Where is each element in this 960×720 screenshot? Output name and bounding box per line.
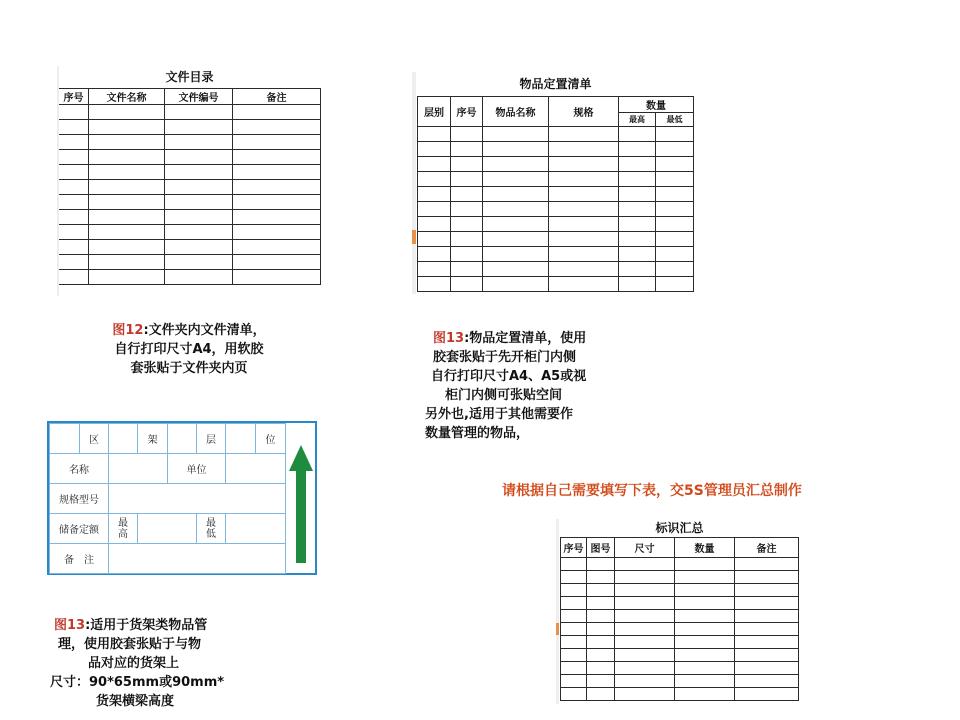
table-cell — [89, 224, 165, 239]
table-cell — [675, 583, 735, 596]
table-cell — [561, 635, 587, 648]
table-cell — [587, 609, 615, 622]
table-cell — [89, 194, 165, 209]
header-remark: 备注 — [735, 537, 799, 557]
table-cell — [418, 216, 451, 231]
figure-number: 图12 — [112, 323, 144, 338]
table-cell — [483, 156, 549, 171]
caption-line: 自行打印尺寸A4、A5或视 — [431, 369, 587, 384]
row-gutter — [57, 66, 59, 296]
table-row — [418, 276, 694, 291]
table-cell — [587, 648, 615, 661]
table-cell — [656, 246, 694, 261]
name-label: 名称 — [50, 454, 109, 484]
table-cell — [619, 201, 656, 216]
table-row — [418, 186, 694, 201]
table-row — [59, 254, 321, 269]
table-cell — [451, 246, 483, 261]
table-cell — [549, 261, 619, 276]
table-cell — [561, 622, 587, 635]
table-cell — [619, 276, 656, 291]
table-cell — [59, 194, 89, 209]
table-cell — [549, 186, 619, 201]
table-row — [418, 141, 694, 156]
caption-line — [50, 616, 250, 635]
table-row — [418, 156, 694, 171]
table-cell — [615, 687, 675, 700]
table-cell — [451, 201, 483, 216]
unit-value — [226, 454, 286, 484]
max-label: 最 高 — [109, 514, 138, 544]
table-cell — [233, 149, 321, 164]
table-cell — [165, 104, 233, 119]
table-cell — [59, 269, 89, 284]
header-quantity: 数量 — [675, 537, 735, 557]
table-cell — [656, 276, 694, 291]
table-cell — [656, 201, 694, 216]
table-cell — [675, 661, 735, 674]
table-cell — [615, 622, 675, 635]
spec-value — [109, 484, 286, 514]
table-row — [59, 164, 321, 179]
table-cell — [561, 570, 587, 583]
position-label: 位 — [256, 424, 286, 454]
table-cell — [59, 179, 89, 194]
table-cell — [165, 239, 233, 254]
table-cell — [89, 119, 165, 134]
table-cell — [656, 231, 694, 246]
zone-label: 区 — [80, 424, 109, 454]
spec-label: 规格型号 — [50, 484, 109, 514]
table-cell — [549, 246, 619, 261]
fill-in-notice: 请根据自己需要填写下表，交5S管理员汇总制作 — [502, 483, 802, 499]
table-cell — [619, 126, 656, 141]
table-cell — [615, 635, 675, 648]
table-cell — [233, 269, 321, 284]
table-cell — [675, 609, 735, 622]
table-row — [561, 661, 799, 674]
caption-line: 理，使用胶套张贴于与物 — [58, 637, 202, 652]
table-cell — [619, 156, 656, 171]
table-cell — [675, 557, 735, 570]
table-row — [418, 231, 694, 246]
header-remark: 备注 — [233, 88, 321, 104]
table-cell — [89, 179, 165, 194]
table-cell — [165, 164, 233, 179]
table-cell — [615, 674, 675, 687]
table-cell — [587, 635, 615, 648]
table-cell — [483, 126, 549, 141]
table-cell — [656, 261, 694, 276]
header-index: 序号 — [59, 88, 89, 104]
table-row — [561, 648, 799, 661]
table-cell — [675, 596, 735, 609]
table-cell — [418, 246, 451, 261]
header-file-name: 文件名称 — [89, 88, 165, 104]
table-cell — [675, 622, 735, 635]
caption-line: 尺寸：90*65mm或90mm* — [50, 675, 225, 690]
table-cell — [483, 141, 549, 156]
table-cell — [615, 609, 675, 622]
table-cell — [89, 254, 165, 269]
fig12-caption — [84, 321, 294, 378]
table-cell — [451, 276, 483, 291]
table-cell — [615, 648, 675, 661]
min-value — [226, 514, 286, 544]
header-index: 序号 — [561, 537, 587, 557]
table-cell — [59, 104, 89, 119]
table-cell — [451, 216, 483, 231]
header-max: 最高 — [619, 112, 656, 126]
table-cell — [59, 239, 89, 254]
row-gutter — [412, 72, 416, 294]
table-cell — [615, 596, 675, 609]
table-cell — [418, 126, 451, 141]
table-cell — [587, 570, 615, 583]
table-cell — [619, 186, 656, 201]
fig13b-caption — [50, 616, 250, 711]
shelf-label-grid — [49, 423, 286, 574]
table-cell — [483, 231, 549, 246]
table-cell — [735, 648, 799, 661]
table-cell — [483, 201, 549, 216]
remark-label: 备 注 — [50, 544, 109, 574]
caption-text: :物品定置清单，使用 — [464, 331, 587, 346]
table-cell — [233, 179, 321, 194]
table-cell — [735, 557, 799, 570]
header-min: 最低 — [656, 112, 694, 126]
table-cell — [656, 216, 694, 231]
table-cell — [549, 201, 619, 216]
name-value — [109, 454, 168, 484]
table-title: 标识汇总 — [561, 519, 799, 537]
arrow-column — [285, 423, 316, 573]
table-cell — [165, 134, 233, 149]
table-cell — [735, 609, 799, 622]
table-cell — [418, 201, 451, 216]
table-cell — [549, 171, 619, 186]
table-cell — [561, 661, 587, 674]
table-row — [59, 239, 321, 254]
table-cell — [735, 570, 799, 583]
table-cell — [59, 149, 89, 164]
table-cell — [89, 149, 165, 164]
table-cell — [89, 164, 165, 179]
table-cell — [451, 186, 483, 201]
table-cell — [587, 674, 615, 687]
caption-line: 数量管理的物品， — [425, 426, 530, 441]
table-cell — [561, 596, 587, 609]
table-cell — [483, 171, 549, 186]
table-cell — [451, 141, 483, 156]
table-cell — [675, 648, 735, 661]
table-cell — [233, 104, 321, 119]
table-cell — [735, 622, 799, 635]
table-row — [59, 269, 321, 284]
summary-table-wrap — [560, 519, 799, 701]
table-cell — [656, 141, 694, 156]
file-directory-table — [58, 66, 321, 285]
header-size: 尺寸 — [615, 537, 675, 557]
table-row — [59, 209, 321, 224]
header-drawing-number: 图号 — [587, 537, 615, 557]
table-cell — [735, 635, 799, 648]
table-cell — [451, 171, 483, 186]
header-index: 序号 — [451, 96, 483, 126]
unit-label: 单位 — [168, 454, 226, 484]
table-cell — [619, 216, 656, 231]
header-file-number: 文件编号 — [165, 88, 233, 104]
fig12-table-wrap — [58, 66, 321, 285]
table-cell — [619, 231, 656, 246]
table-cell — [587, 583, 615, 596]
table-row — [418, 201, 694, 216]
caption-line: 货架横梁高度 — [96, 694, 175, 709]
table-cell — [561, 609, 587, 622]
table-cell — [619, 141, 656, 156]
table-title: 文件目录 — [59, 66, 321, 88]
table-row — [59, 179, 321, 194]
table-cell — [735, 596, 799, 609]
table-cell — [59, 164, 89, 179]
header-layer: 层别 — [418, 96, 451, 126]
table-cell — [233, 119, 321, 134]
table-cell — [483, 246, 549, 261]
caption-text: :文件夹内文件清单， — [143, 323, 266, 338]
table-cell — [483, 276, 549, 291]
table-title: 物品定置清单 — [418, 72, 694, 96]
caption-line: 品对应的货架上 — [88, 656, 180, 671]
table-cell — [59, 254, 89, 269]
table-cell — [233, 239, 321, 254]
table-cell — [735, 687, 799, 700]
table-cell — [675, 570, 735, 583]
shelf-label-card — [47, 421, 317, 575]
table-row — [561, 635, 799, 648]
caption-line: 套张贴于文件夹内页 — [130, 361, 248, 376]
caption-line: 自行打印尺寸A4，用软胶 — [114, 342, 264, 357]
table-row — [561, 674, 799, 687]
table-cell — [451, 261, 483, 276]
table-cell — [451, 156, 483, 171]
table-cell — [59, 224, 89, 239]
table-cell — [561, 687, 587, 700]
table-row — [561, 557, 799, 570]
table-cell — [549, 231, 619, 246]
table-cell — [561, 557, 587, 570]
table-cell — [675, 687, 735, 700]
remark-value — [109, 544, 286, 574]
table-cell — [233, 194, 321, 209]
table-cell — [675, 635, 735, 648]
table-cell — [418, 276, 451, 291]
table-cell — [615, 557, 675, 570]
table-cell — [165, 209, 233, 224]
table-cell — [89, 104, 165, 119]
min-label: 最 低 — [197, 514, 226, 544]
table-cell — [735, 674, 799, 687]
table-cell — [549, 141, 619, 156]
table-cell — [587, 596, 615, 609]
up-arrow-icon — [286, 423, 316, 573]
table-cell — [561, 674, 587, 687]
table-cell — [233, 254, 321, 269]
table-cell — [451, 126, 483, 141]
table-cell — [233, 224, 321, 239]
table-row — [418, 261, 694, 276]
table-cell — [59, 119, 89, 134]
table-cell — [549, 156, 619, 171]
table-row — [561, 622, 799, 635]
table-cell — [165, 254, 233, 269]
table-row — [59, 224, 321, 239]
table-row — [418, 246, 694, 261]
summary-table — [560, 519, 799, 701]
table-cell — [233, 164, 321, 179]
table-cell — [483, 186, 549, 201]
figure-number: 图13 — [54, 618, 86, 633]
row-gutter-marker — [412, 230, 416, 244]
row-gutter-marker — [556, 623, 559, 635]
table-cell — [89, 134, 165, 149]
table-row — [418, 171, 694, 186]
table-cell — [615, 583, 675, 596]
table-cell — [418, 171, 451, 186]
caption-line — [84, 321, 294, 340]
rack-label: 架 — [138, 424, 168, 454]
table-cell — [587, 557, 615, 570]
table-row — [59, 104, 321, 119]
caption-text: :适用于货架类物品管 — [85, 618, 208, 633]
table-cell — [619, 246, 656, 261]
tier-label: 层 — [197, 424, 226, 454]
table-cell — [89, 269, 165, 284]
table-cell — [418, 231, 451, 246]
table-row — [59, 149, 321, 164]
table-cell — [165, 179, 233, 194]
table-row — [561, 609, 799, 622]
table-cell — [418, 141, 451, 156]
table-cell — [656, 156, 694, 171]
table-cell — [483, 261, 549, 276]
table-cell — [165, 224, 233, 239]
table-cell — [165, 194, 233, 209]
item-placement-table — [417, 72, 694, 292]
table-cell — [59, 209, 89, 224]
header-spec: 规格 — [549, 96, 619, 126]
table-cell — [656, 126, 694, 141]
row-gutter — [556, 519, 559, 704]
table-cell — [675, 674, 735, 687]
table-cell — [483, 216, 549, 231]
table-cell — [165, 149, 233, 164]
table-cell — [59, 134, 89, 149]
table-cell — [619, 261, 656, 276]
max-value — [138, 514, 197, 544]
quota-label: 储备定额 — [50, 514, 109, 544]
caption-line: 柜门内侧可张贴空间 — [445, 388, 563, 403]
table-cell — [735, 661, 799, 674]
blank-cell — [109, 424, 138, 454]
table-row — [561, 596, 799, 609]
table-cell — [89, 209, 165, 224]
table-row — [59, 119, 321, 134]
table-row — [59, 134, 321, 149]
header-item-name: 物品名称 — [483, 96, 549, 126]
table-cell — [587, 687, 615, 700]
table-row — [59, 194, 321, 209]
table-cell — [549, 276, 619, 291]
table-cell — [549, 126, 619, 141]
table-cell — [418, 156, 451, 171]
caption-line — [425, 329, 635, 348]
table-cell — [233, 209, 321, 224]
table-cell — [587, 661, 615, 674]
table-row — [561, 570, 799, 583]
table-cell — [656, 171, 694, 186]
caption-line: 胶套张贴于先开柜门内侧 — [433, 350, 577, 365]
blank-cell — [168, 424, 197, 454]
fig13a-table-wrap — [417, 72, 694, 292]
table-cell — [561, 583, 587, 596]
table-cell — [615, 570, 675, 583]
table-cell — [615, 661, 675, 674]
table-cell — [233, 134, 321, 149]
header-quantity: 数量 — [619, 96, 694, 112]
figure-number: 图13 — [433, 331, 465, 346]
table-row — [418, 216, 694, 231]
table-row — [561, 687, 799, 700]
table-cell — [619, 171, 656, 186]
table-cell — [165, 119, 233, 134]
caption-line: 另外也,适用于其他需要作 — [425, 407, 573, 422]
table-cell — [549, 216, 619, 231]
table-cell — [89, 239, 165, 254]
table-cell — [418, 261, 451, 276]
table-row — [418, 126, 694, 141]
table-row — [561, 583, 799, 596]
table-cell — [451, 231, 483, 246]
table-cell — [165, 269, 233, 284]
blank-cell — [226, 424, 256, 454]
table-cell — [735, 583, 799, 596]
fig13a-caption — [425, 329, 635, 443]
table-cell — [418, 186, 451, 201]
blank-cell — [50, 424, 80, 454]
table-cell — [561, 648, 587, 661]
table-cell — [656, 186, 694, 201]
table-cell — [587, 622, 615, 635]
